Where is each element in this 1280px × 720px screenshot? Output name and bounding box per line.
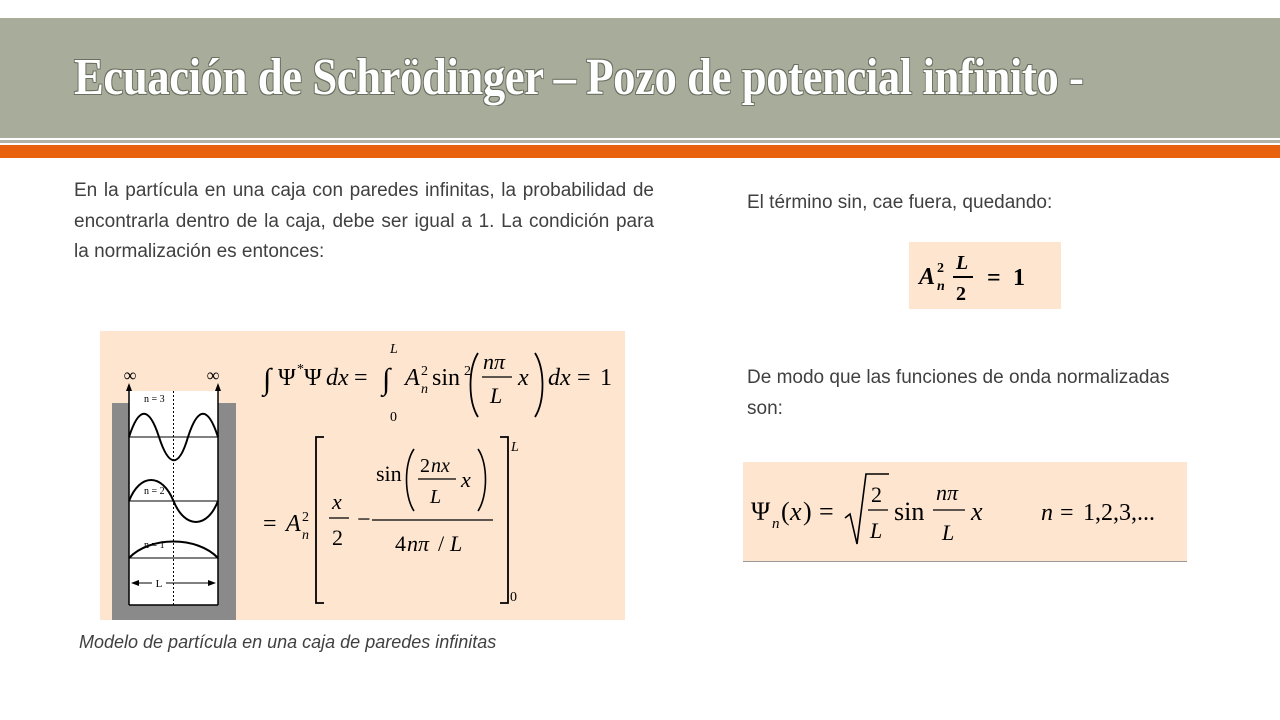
svg-text:n: n bbox=[937, 279, 945, 294]
svg-text:2: 2 bbox=[302, 510, 309, 525]
svg-text:dx: dx bbox=[548, 365, 571, 391]
svg-text:nπ: nπ bbox=[483, 349, 506, 374]
svg-text:A: A bbox=[405, 365, 420, 391]
svg-text:L: L bbox=[390, 342, 398, 357]
slide-title: Ecuación de Schrödinger – Pozo de potencial infinito - bbox=[74, 49, 1084, 106]
normalization-integral-equation bbox=[261, 342, 612, 425]
svg-text:n: n bbox=[772, 516, 780, 532]
wave-functions-paragraph: De modo que las funciones de onda normalizadas son: bbox=[747, 367, 1170, 419]
svg-text:0: 0 bbox=[390, 410, 397, 425]
svg-text:n: n bbox=[302, 528, 309, 543]
svg-text:0: 0 bbox=[510, 590, 517, 605]
svg-text:nx: nx bbox=[431, 455, 450, 477]
svg-text:Ψ: Ψ bbox=[751, 497, 771, 526]
svg-text:1: 1 bbox=[1013, 265, 1025, 291]
svg-text:=: = bbox=[354, 365, 368, 391]
svg-text:A: A bbox=[286, 511, 301, 537]
title-divider-gray bbox=[0, 140, 1280, 143]
svg-text:2: 2 bbox=[332, 525, 343, 550]
infinity-right-label: ∞ bbox=[206, 365, 220, 385]
title-divider-orange bbox=[0, 145, 1280, 158]
svg-text:=: = bbox=[819, 497, 834, 526]
sin-term-paragraph: El término sin, cae fuera, quedando: bbox=[747, 192, 1053, 213]
left-wall bbox=[112, 403, 129, 620]
svg-text:4: 4 bbox=[395, 531, 406, 556]
svg-text:2: 2 bbox=[956, 283, 966, 305]
level-2-label: n = 2 bbox=[144, 486, 165, 497]
svg-text:nπ: nπ bbox=[936, 480, 959, 505]
svg-text:Ψ: Ψ bbox=[304, 365, 322, 391]
svg-text:2: 2 bbox=[937, 261, 944, 276]
title-bar bbox=[0, 18, 1280, 138]
svg-text:sin: sin bbox=[376, 461, 402, 486]
svg-text:2: 2 bbox=[420, 455, 430, 477]
svg-text:L: L bbox=[956, 252, 969, 274]
svg-text:x: x bbox=[971, 497, 983, 526]
svg-text:n: n bbox=[1041, 500, 1053, 526]
svg-text:=: = bbox=[987, 265, 1001, 291]
svg-text:sin: sin bbox=[432, 365, 461, 391]
svg-text:n: n bbox=[421, 382, 428, 397]
svg-text:x: x bbox=[461, 467, 471, 492]
normalization-figure bbox=[100, 331, 625, 620]
infinity-left-label: ∞ bbox=[123, 365, 137, 385]
svg-text:−: − bbox=[357, 507, 371, 533]
svg-text:2: 2 bbox=[871, 482, 882, 507]
svg-text:=: = bbox=[577, 365, 591, 391]
svg-text:nπ: nπ bbox=[407, 531, 430, 556]
svg-text:/: / bbox=[438, 531, 445, 556]
normalization-result-equation bbox=[263, 437, 519, 605]
svg-text:A: A bbox=[919, 264, 936, 290]
svg-text:∫: ∫ bbox=[263, 363, 272, 396]
svg-text:1,2,3,...: 1,2,3,... bbox=[1083, 500, 1155, 526]
figure-caption: Modelo de partícula en una caja de paredes infinitas bbox=[79, 632, 497, 652]
svg-text:*: * bbox=[297, 362, 304, 377]
svg-text:L: L bbox=[870, 518, 883, 543]
svg-text:Ψ: Ψ bbox=[278, 365, 296, 391]
particle-box-diagram bbox=[100, 331, 625, 620]
svg-text:L: L bbox=[511, 440, 519, 455]
svg-text:L: L bbox=[490, 383, 503, 408]
box-width-label: L bbox=[155, 578, 163, 590]
svg-text:1: 1 bbox=[600, 365, 612, 391]
svg-text:(: ( bbox=[781, 497, 790, 526]
svg-text:∫: ∫ bbox=[382, 363, 391, 396]
svg-text:L: L bbox=[430, 486, 442, 508]
svg-text:=: = bbox=[263, 511, 277, 537]
wave-function-equation bbox=[743, 462, 1187, 562]
normalization-constant-equation bbox=[909, 242, 1061, 309]
svg-text:x: x bbox=[518, 365, 529, 391]
level-3-label: n = 3 bbox=[144, 394, 165, 405]
svg-text:): ) bbox=[803, 497, 812, 526]
svg-text:dx: dx bbox=[326, 365, 349, 391]
svg-text:x: x bbox=[790, 497, 802, 526]
svg-text:2: 2 bbox=[421, 364, 428, 379]
normalization-paragraph: En la partícula en una caja con paredes infinitas, la probabilidad de encontrarla dentro de la caja, debe ser igual a 1. La condición para la normalización es entonces: bbox=[74, 180, 654, 262]
svg-text:=: = bbox=[1060, 500, 1074, 526]
right-wall bbox=[218, 403, 236, 620]
svg-text:2: 2 bbox=[464, 364, 471, 379]
svg-text:sin: sin bbox=[894, 497, 925, 526]
level-1-label: n = 1 bbox=[144, 540, 165, 551]
svg-text:x: x bbox=[332, 489, 342, 514]
svg-text:L: L bbox=[942, 520, 955, 545]
box-floor bbox=[112, 605, 236, 620]
svg-text:L: L bbox=[450, 531, 463, 556]
